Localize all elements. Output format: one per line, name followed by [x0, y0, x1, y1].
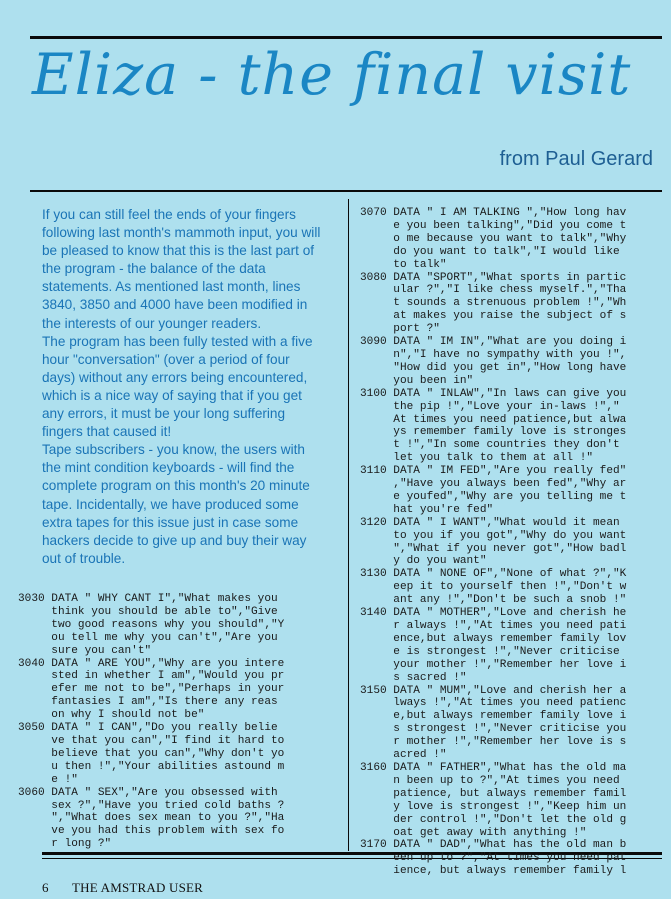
- code-line: do you want to talk","I would like: [360, 245, 620, 258]
- code-line: e youfed","Why are you telling me t: [360, 490, 627, 503]
- code-line: 3080 DATA "SPORT","What sports in partic: [360, 271, 627, 284]
- code-line: r always !","At times you need pati: [360, 620, 627, 632]
- code-line: 3090 DATA " IM IN","What are you doing i: [360, 336, 627, 349]
- code-line: e you been talking","Did you come t: [360, 219, 627, 232]
- code-line: ience, but always remember family l: [360, 865, 627, 878]
- code-line: at makes you raise the subject of s: [360, 310, 627, 323]
- intro-paragraph: Tape subscribers - you know, the users with the mint condition keyboards - will find the complete program on this month's 20 minute tape. Incidentally, we have produced some extra tapes for this issue just in case some hackers decide to give up and buy their way out of trouble.: [42, 442, 310, 566]
- code-line: oat get away with anything !": [360, 826, 587, 839]
- intro-text: [42, 206, 324, 568]
- code-line: your mother !","Remember her love i: [360, 658, 627, 671]
- code-listing-right: [360, 207, 626, 878]
- code-line: 3030 DATA " WHY CANT I","What makes you: [18, 593, 278, 605]
- code-line: n","I have no sympathy with you !",: [360, 348, 627, 361]
- code-line: s strongest !","Never criticise you: [360, 723, 627, 736]
- article-title: Eliza - the final visit: [32, 42, 632, 108]
- code-line: two good reasons why you should","Y: [18, 618, 285, 631]
- code-line: ant any !","Don't be such a snob !": [360, 594, 627, 607]
- column-divider: [348, 199, 349, 851]
- code-line: to talk": [360, 258, 447, 271]
- code-line: 3050 DATA " I CAN","Do you really belie: [18, 722, 278, 735]
- code-line: eep it to yourself then !","Don't w: [360, 581, 627, 594]
- code-line: hat you're fed": [360, 503, 494, 516]
- code-line: y do you want": [360, 555, 487, 568]
- code-line: 3150 DATA " MUM","Love and cherish her a: [360, 684, 627, 697]
- intro-paragraph: The program has been fully tested with a five hour "conversation" (over a period of four days) without any errors being encountered, which is a nice way of saying that if you get any errors, it must be your long suffering fingers that caused it!: [42, 333, 313, 440]
- code-line: 3040 DATA " ARE YOU","Why are you intere: [18, 657, 285, 670]
- title-rule: [30, 190, 662, 192]
- magazine-name: THE AMSTRAD USER: [72, 880, 204, 895]
- code-line: e !": [18, 773, 78, 786]
- code-line: e is strongest !","Never criticise: [360, 645, 620, 658]
- code-line: the pip !","Love your in-laws !",": [360, 400, 620, 413]
- code-line: ou tell me why you can't","Are you: [18, 631, 278, 644]
- code-line: sted in whether I am","Would you pr: [18, 670, 285, 683]
- code-line: ys remember family love is stronges: [360, 426, 627, 439]
- code-line: port ?": [360, 323, 440, 336]
- code-line: ve you had this problem with sex fo: [18, 825, 285, 838]
- code-line: een up to ?","At times you need pat: [360, 852, 627, 865]
- code-line: 3130 DATA " NONE OF","None of what ?","K: [360, 568, 627, 581]
- author-byline: from Paul Gerard: [499, 148, 653, 170]
- code-line: ,"Have you always been fed","Why ar: [360, 478, 627, 491]
- code-line: t sounds a strenuous problem !","Wh: [360, 297, 627, 310]
- code-line: you been in": [360, 374, 474, 387]
- code-line: 3070 DATA " I AM TALKING ","How long hav: [360, 207, 627, 219]
- intro-paragraph: If you can still feel the ends of your fingers following last month's mammoth input, you will be pleased to know that this is the last part of the program - the balance of the data statements. As mentioned last month, lines 3840, 3850 and 4000 have been modified in the interests of our younger readers.: [42, 207, 321, 331]
- code-line: At times you need patience,but alwa: [360, 413, 627, 426]
- code-line: ","What if you never got","How badl: [360, 542, 627, 555]
- code-line: fantasies I am","Is there any reas: [18, 696, 278, 709]
- top-rule: [30, 36, 662, 39]
- code-line: y love is strongest !","Keep him un: [360, 800, 627, 813]
- code-line: ","What does sex mean to you ?","Ha: [18, 812, 285, 825]
- code-line: s sacred !": [360, 671, 467, 684]
- code-line: der control !","Don't let the old g: [360, 813, 627, 826]
- code-line: on why I should not be": [18, 709, 205, 722]
- code-line: r long ?": [18, 838, 112, 851]
- code-line: e,but always remember family love i: [360, 710, 627, 723]
- code-line: 3120 DATA " I WANT","What would it mean: [360, 516, 620, 529]
- code-line: ular ?","I like chess myself.","Tha: [360, 284, 627, 297]
- code-line: 3060 DATA " SEX","Are you obsessed with: [18, 786, 278, 799]
- code-line: "How did you get in","How long have: [360, 361, 627, 374]
- code-line: let you talk to them at all !": [360, 452, 594, 465]
- code-line: 3140 DATA " MOTHER","Love and cherish he: [360, 607, 627, 620]
- code-line: ve that you can","I find it hard to: [18, 734, 285, 747]
- code-line: acred !": [360, 749, 447, 762]
- code-line: 3110 DATA " IM FED","Are you really fed": [360, 465, 627, 478]
- code-line: believe that you can","Why don't yo: [18, 747, 285, 760]
- code-line: ence,but always remember family lov: [360, 632, 627, 645]
- code-line: n been up to ?","At times you need: [360, 774, 620, 787]
- code-listing-left: [18, 593, 284, 851]
- code-line: r mother !","Remember her love is s: [360, 736, 627, 749]
- code-line: to you if you got","Why do you want: [360, 529, 627, 542]
- page-number: 6: [42, 880, 49, 895]
- code-line: think you should be able to","Give: [18, 605, 278, 618]
- code-line: o me because you want to talk","Why: [360, 232, 627, 245]
- code-line: 3170 DATA " DAD","What has the old man b: [360, 839, 627, 852]
- code-line: 3160 DATA " FATHER","What has the old ma: [360, 761, 627, 774]
- code-line: 3100 DATA " INLAW","In laws can give you: [360, 387, 627, 400]
- code-line: sure you can't": [18, 644, 152, 657]
- code-line: efer me not to be","Perhaps in your: [18, 683, 285, 696]
- code-line: sex ?","Have you tried cold baths ?: [18, 799, 285, 812]
- code-line: t !","In some countries they don't: [360, 439, 620, 452]
- code-line: u then !","Your abilities astound m: [18, 760, 285, 773]
- code-line: patience, but always remember famil: [360, 787, 627, 800]
- code-line: lways !","At times you need patienc: [360, 697, 627, 710]
